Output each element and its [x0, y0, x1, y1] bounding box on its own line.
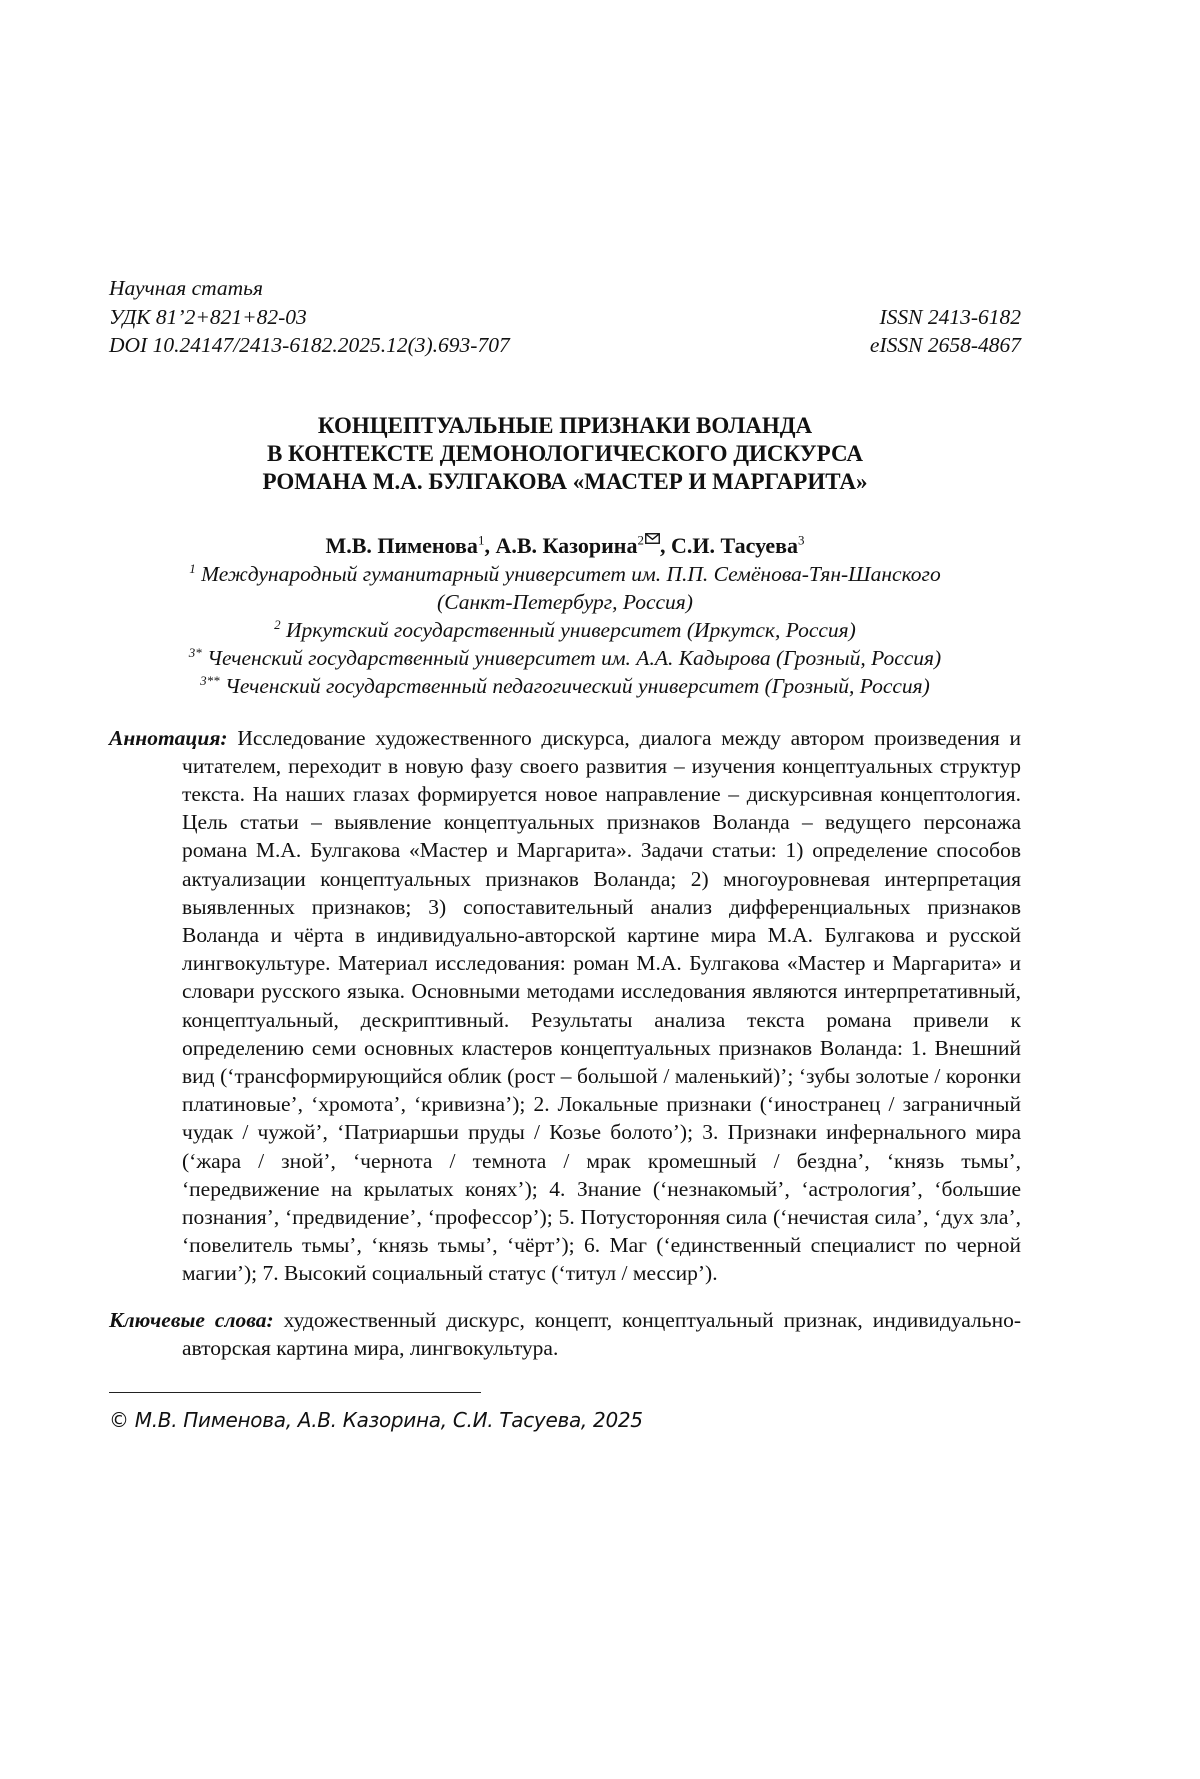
affiliation-list: [109, 560, 1021, 700]
author-affiliation-marker: 1: [477, 532, 485, 548]
affiliation-text: Иркутский государственный университет (Иркутск, Россия): [286, 617, 856, 642]
author-affiliation-marker: 3: [798, 532, 805, 548]
keywords: [109, 1306, 1021, 1362]
abstract-label: Аннотация:: [109, 725, 228, 750]
article-type: Научная статья: [109, 276, 263, 300]
affiliation-text: Международный гуманитарный университет им. П.П. Семёнова-Тян-Шанского: [201, 561, 941, 586]
affiliation-line: [109, 644, 1021, 672]
affiliation-line: [109, 672, 1021, 700]
affiliation-text: Чеченский государственный педагогический университет (Грозный, Россия): [225, 673, 930, 698]
article-first-page: [109, 274, 1021, 1433]
issn: ISSN 2413-6182: [879, 304, 1021, 329]
envelope-icon[interactable]: [645, 533, 660, 544]
affiliation-marker: 1: [189, 560, 196, 576]
author-separator: ,: [484, 532, 496, 558]
author-separator: ,: [659, 532, 671, 558]
author-affiliation-marker: 2: [637, 532, 644, 548]
affiliation-text: (Санкт-Петербург, Россия): [437, 589, 693, 614]
keywords-text: художественный дискурс, концепт, концептуальный признак, индивидуально-авторская картина мира, лингвокультура.: [182, 1307, 1021, 1360]
title-line-1: КОНЦЕПТУАЛЬНЫЕ ПРИЗНАКИ ВОЛАНДА: [317, 412, 813, 438]
affiliation-marker: 2: [274, 616, 281, 632]
doi[interactable]: DOI 10.24147/2413-6182.2025.12(3).693-707: [109, 333, 510, 357]
title-line-3: РОМАНА М.А. БУЛГАКОВА «МАСТЕР И МАРГАРИТА»: [262, 468, 868, 494]
affiliation-line: [109, 588, 1021, 616]
abstract-text: Исследование художественного дискурса, диалога между автором произведения и читателем, переходит в новую фазу своего развития – изучения концептуальных структур текста. На наших глазах формируется новое направление – дискурсивная концептология. Цель статьи – выявление концептуальных признаков Воланда – ведущего персонажа романа М.А. Булгакова «Мастер и Маргарита». Задачи статьи: 1) определение способов актуализации концептуальных признаков Воланда; 2) многоуровневая интерпретация выявленных признаков; 3) сопоставительный анализ дифференциальных признаков Воланда и чёрта в индивидуально-авторской картине мира М.А. Булгакова и русской лингвокультуре. Материал исследования: роман М.А. Булгакова «Мастер и Маргарита» и словари русского языка. Основными методами исследования являются интерпретативный, концептуальный, дескриптивный. Результаты анализа текста романа привели к определению семи основных кластеров концептуальных признаков Воланда: 1. Внешний вид (‘трансформирующийся облик (рост – большой / маленький)’; ‘зубы золотые / коронки платиновые’, ‘хромота’, ‘кривизна’); 2. Локальные признаки (‘иностранец / заграничный чудак / чужой’, ‘Патриаршьи пруды / Козье болото’); 3. Признаки инфернального мира (‘жара / зной’, ‘чернота / темнота / мрак кромешный / бездна’, ‘князь тьмы’, ‘передвижение на крылатых конях’); 4. Знание (‘незнакомый’, ‘астрология’, ‘большие познания’, ‘предвидение’, ‘профессор’); 5. Потусторонняя сила (‘нечистая сила’, ‘дух зла’, ‘повелитель тьмы’, ‘князь тьмы’, ‘чёрт’); 6. Маг (‘единственный специалист по черной магии’); 7. Высокий социальный статус (‘титул / мессир’).: [182, 725, 1021, 1286]
author-list: [109, 532, 1021, 560]
author-name: А.В. Казорина: [495, 532, 638, 558]
eissn: eISSN 2658-4867: [869, 333, 1021, 357]
article-metadata: [109, 274, 1021, 360]
affiliation-line: [109, 560, 1021, 588]
udc-code: УДК 81’2+821+82-03: [109, 304, 307, 329]
affiliation-text: Чеченский государственный университет им. А.А. Кадырова (Грозный, Россия): [207, 645, 942, 670]
author-name: М.В. Пименова: [325, 532, 478, 558]
affiliation-marker: 3**: [200, 672, 220, 688]
keywords-label: Ключевые слова:: [109, 1307, 274, 1332]
affiliation-marker: 3*: [188, 644, 202, 660]
copyright-notice: © М.В. Пименова, А.В. Казорина, С.И. Тасуева, 2025: [109, 1407, 643, 1432]
affiliation-line: [109, 616, 1021, 644]
footnote-divider: [109, 1392, 481, 1393]
article-title: [109, 412, 1021, 496]
abstract: [109, 724, 1021, 1288]
title-line-2: В КОНТЕКСТЕ ДЕМОНОЛОГИЧЕСКОГО ДИСКУРСА: [266, 440, 864, 466]
author-name: С.И. Тасуева: [670, 532, 799, 558]
